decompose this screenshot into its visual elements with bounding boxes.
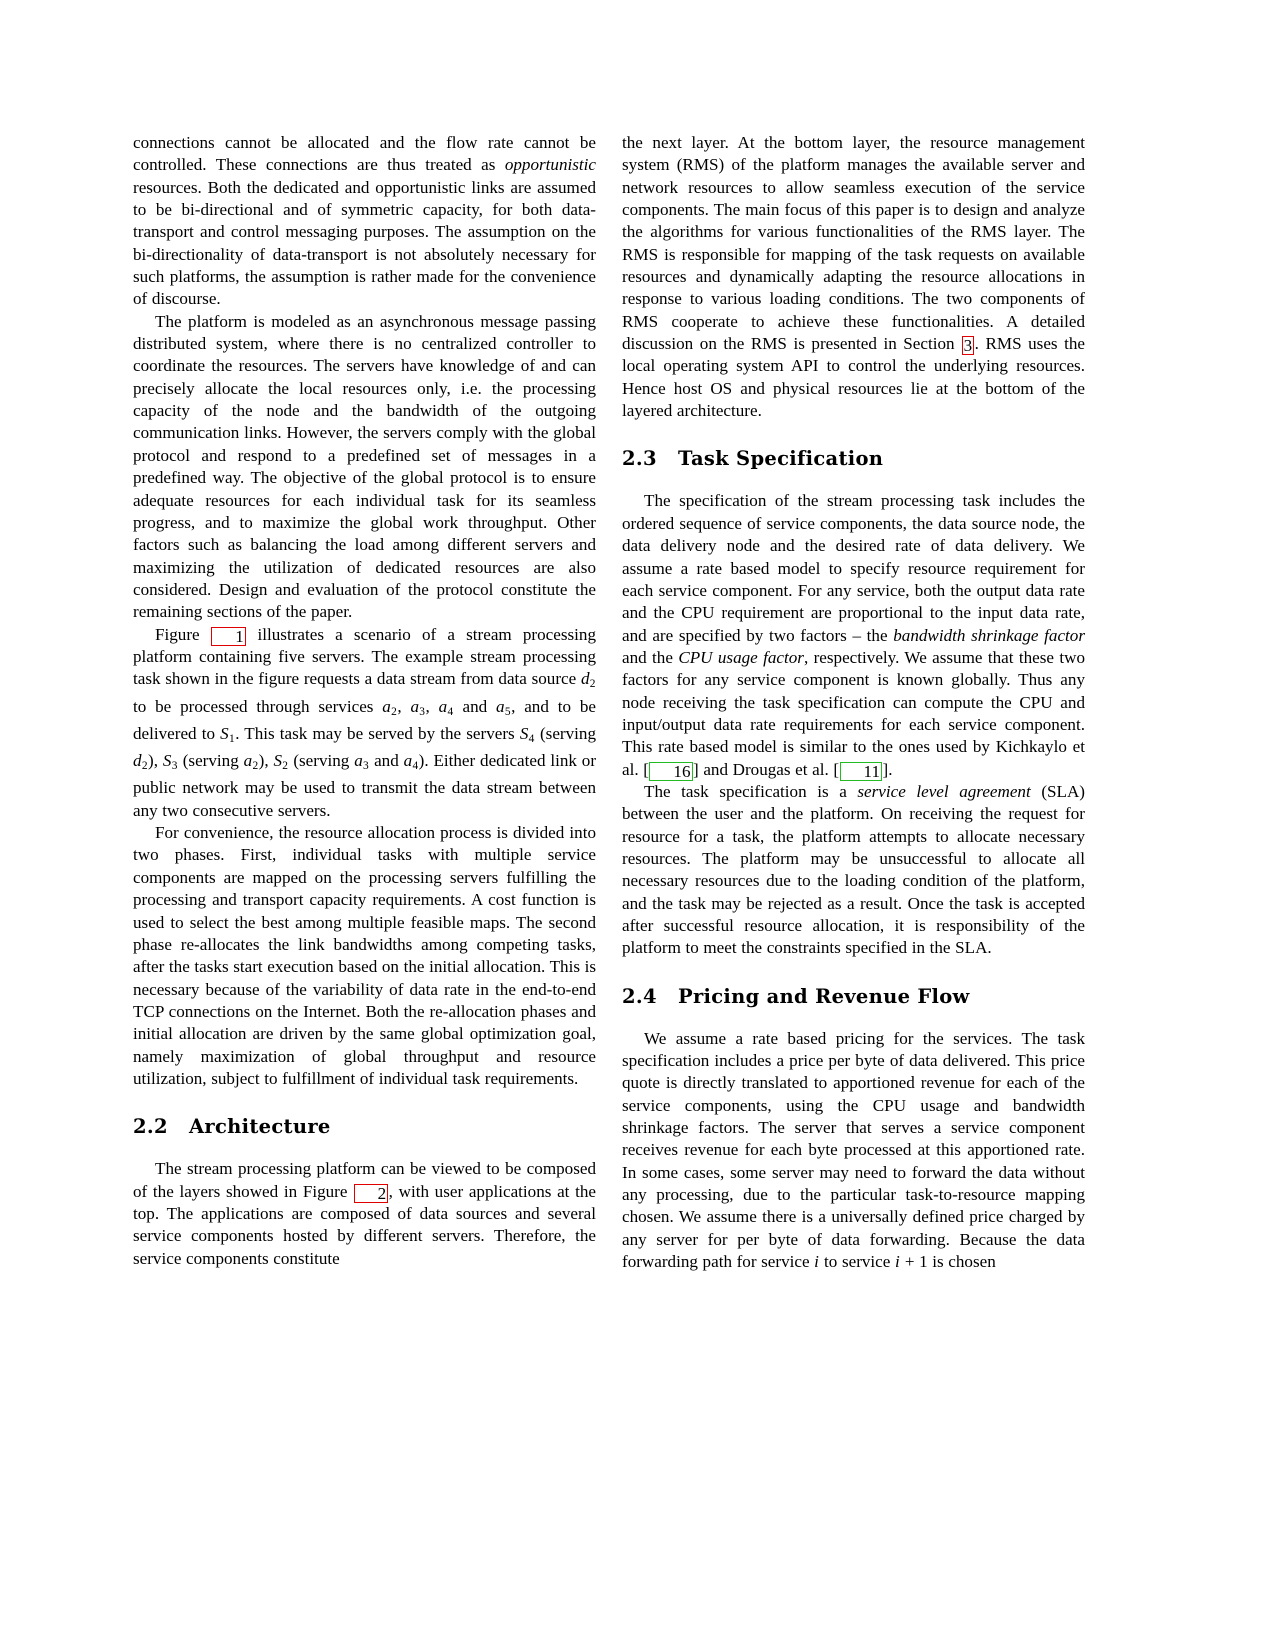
math-subscript: 2	[141, 760, 148, 773]
math-subscript: 2	[589, 678, 596, 691]
emphasis-text: service level agreement	[857, 781, 1031, 801]
pricing-paragraphs	[622, 1028, 1085, 1274]
math-variable: $d_2$	[580, 669, 596, 691]
heading-spacer-bottom-pricing	[622, 1009, 1085, 1028]
math-subscript: 2	[282, 760, 288, 773]
section-number: 2.2	[133, 1115, 168, 1139]
math-variable: $a_4$	[403, 751, 419, 773]
math-variable: $S_3$	[162, 751, 178, 773]
paragraph: the next layer. At the bottom layer, the resource management system (RMS) of the platform manages the available server and network resources to allow seamless execution of the service components. The main focus of this paper is to design and analyze the algorithms for various functionalities of the RMS layer. The RMS is responsible for mapping of the task requests on available resources and dynamically adapting the resource allocations in response to various loading conditions. The two components of RMS cooperate to achieve these functionalities. A detailed discussion on the RMS is presented in Section 3 . RMS uses the local operating system API to control the underlying resources. Hence host OS and physical resources lie at the bottom of the layered architecture.	[622, 133, 1085, 421]
math-subscript: 1	[229, 732, 235, 745]
paragraph: connections cannot be allocated and the flow rate cannot be controlled. These connections are thus treated as opportunistic resources. Both the dedicated and opportunistic links are assumed to be bi-directional and of symmetric capacity, for both data-transport and control messaging purposes. The assumption on the bi-directionality of data-transport is not absolutely necessary for such platforms, the assumption is rather made for the convenience of discourse.	[133, 133, 596, 309]
math-variable: $a_2$	[243, 751, 259, 773]
cross-reference-link[interactable]: 3	[963, 336, 973, 356]
math-subscript: 2	[252, 760, 259, 773]
citation-link[interactable]: 16	[649, 762, 692, 781]
paragraph: The platform is modeled as an asynchronous message passing distributed system, where there is no centralized controller to coordinate the resources. The servers have knowledge of and can precisely allocate the local resources only, i.e. the processing capacity of the node and the bandwidth of the outgoing communication links. However, the servers comply with the global protocol and respond to a predefined set of messages in a predefined way. The objective of the global protocol is to ensure adequate resources for each individual task for its seamless progress, and to maximize the global work throughput. Other factors such as balancing the load among different servers and maximizing the utilization of dedicated resources are also considered. Design and evaluation of the protocol constitute the remaining sections of the paper.	[133, 311, 596, 622]
left-column-paragraphs	[133, 132, 596, 1090]
math-variable: $a_3$	[410, 696, 425, 718]
math-variable: i	[814, 1252, 819, 1272]
math-subscript: 2	[391, 705, 397, 718]
section-title: Task Specification	[678, 447, 884, 471]
paragraph: For convenience, the resource allocation process is divided into two phases. First, individual tasks with multiple service components are mapped on the processing servers fulfilling the processing and transport capacity requirements. A cost function is used to select the best among multiple feasible maps. The second phase re-allocates the link bandwidths among competing tasks, after the tasks start execution based on the initial allocation. This is necessary because of the variability of data rate in the end-to-end TCP connections on the Internet. Both the re-allocation phases and initial allocation are driven by the same global optimization goal, namely maximization of global throughput and resource utilization, subject to fulfillment of individual task requirements.	[133, 823, 596, 1088]
math-variable: $S_2$	[273, 751, 288, 773]
paragraph: The stream processing platform can be viewed to be composed of the layers showed in Figure 2 , with user applications at the top. The applications are composed of data sources and several service components hosted by different servers. Therefore, the service components constitute	[133, 1159, 596, 1268]
paragraph: The specification of the stream processing task includes the ordered sequence of service components, the data source node, the data delivery node and the desired rate of data delivery. We assume a rate based model to specify resource requirement for each service component. For any service, both the output data rate and the CPU requirement are proportional to the input data rate, and are specified by two factors – the bandwidth shrinkage factor and the CPU usage factor, respectively. We assume that these two factors for any service component is known globally. Thus any node receiving the task specification can compute the CPU and input/output data rate requirements for each service component. This rate based model is similar to the ones used by Kichkaylo et al. [ 16 ] and Drougas et al. [ 11 ].	[622, 491, 1085, 781]
task-spec-paragraphs	[622, 490, 1085, 959]
math-subscript: 3	[363, 760, 369, 773]
section-number: 2.4	[622, 984, 657, 1008]
math-variable: i	[894, 1252, 900, 1272]
right-column-paragraphs	[622, 132, 1085, 422]
math-subscript: 3	[419, 705, 425, 718]
left-column	[133, 132, 596, 1560]
left-column-paragraphs-after-heading	[133, 1158, 596, 1270]
paragraph: Figure 1 illustrates a scenario of a stream processing platform containing five servers. The example stream processing task shown in the figure requests a data stream from data source $d_2$ to be processed through services $a_2$, $a_3$, $a_4$ and $a_5$, and to be delivered to $S_1$. This task may be served by the servers $S_4$ (serving $d_2$), $S_3$ (serving $a_2$), $S_2$ (serving $a_3$ and $a_4$). Either dedicated link or public network may be used to transmit the data stream between any two consecutive servers.	[133, 624, 597, 820]
heading-spacer-top-pricing	[622, 960, 1085, 985]
heading-spacer-bottom-taskspec	[622, 471, 1085, 490]
emphasis-text: CPU usage factor	[678, 647, 804, 667]
math-subscript: 3	[171, 760, 178, 773]
paragraph: We assume a rate based pricing for the services. The task specification includes a price per byte of data delivered. This price quote is directly translated to apportioned revenue for each of the service components, using the CPU usage and bandwidth shrinkage factors. The server that serves a service component receives revenue for each byte processed at this apportioned rate. In some cases, some server may need to forward the data without any processing, due to the particular task-to-resource mapping chosen. We assume there is a universally defined price charged by any server for per byte of data forwarding. Because the data forwarding path for service i to service i + 1 is chosen	[622, 1028, 1085, 1272]
math-variable: $a_4$	[438, 696, 454, 718]
section-heading-task-specification	[622, 447, 1085, 471]
two-column-body	[133, 132, 1145, 1560]
math-subscript: 4	[528, 732, 535, 745]
emphasis-text: bandwidth shrinkage factor	[893, 625, 1085, 645]
math-variable: $a_2$	[382, 696, 397, 718]
right-column	[622, 132, 1085, 1560]
section-heading-pricing-and-revenue-flow	[622, 985, 1085, 1009]
cross-reference-link[interactable]: 1	[211, 627, 246, 646]
math-variable: $S_4$	[519, 723, 535, 745]
math-variable: $S_1$	[220, 723, 235, 745]
section-title: Architecture	[189, 1115, 331, 1139]
section-number: 2.3	[622, 447, 657, 471]
heading-spacer-top-taskspec	[622, 422, 1085, 447]
section-title: Pricing and Revenue Flow	[678, 984, 970, 1008]
paragraph: The task specification is a service level agreement (SLA) between the user and the platform. On receiving the request for resource for a task, the platform attempts to allocate necessary resources. The platform may be unsuccessful to allocate all necessary resources due to the loading condition of the platform, and the task may be rejected as a result. Once the task is accepted after successful resource allocation, it is responsibility of the platform to meet the constraints specified in the SLA.	[622, 781, 1085, 958]
math-variable: $a_5$	[496, 696, 511, 718]
math-variable: $d_2$	[133, 751, 148, 773]
section-heading-architecture	[133, 1115, 596, 1139]
math-subscript: 5	[504, 705, 511, 718]
emphasis-text: opportunistic	[504, 155, 596, 175]
heading-spacer-bottom	[133, 1139, 596, 1158]
heading-spacer-top	[133, 1090, 596, 1115]
math-variable: $a_3$	[354, 751, 369, 773]
cross-reference-link[interactable]: 2	[354, 1184, 389, 1203]
citation-link[interactable]: 11	[840, 762, 882, 781]
math-subscript: 4	[447, 705, 454, 718]
math-subscript: 4	[412, 760, 419, 773]
